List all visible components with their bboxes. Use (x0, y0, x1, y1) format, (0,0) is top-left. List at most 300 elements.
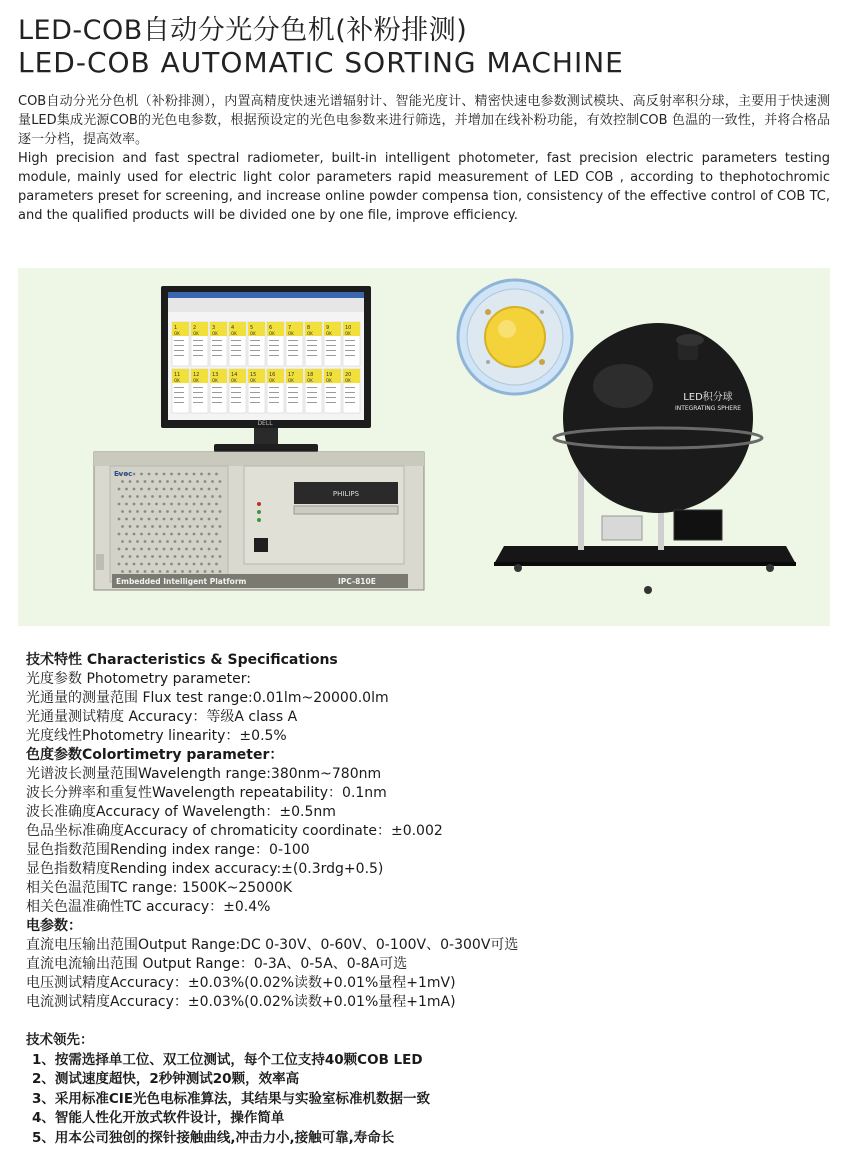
screen-slot-readout (212, 345, 222, 346)
advantages (26, 1031, 826, 1148)
screen-slot-readout (288, 387, 298, 388)
screen-slot-readout (326, 345, 336, 346)
screen-slot-readout (307, 392, 317, 393)
vent-hole (118, 503, 121, 506)
screen-slot-readout (231, 340, 241, 341)
vent-hole (148, 473, 151, 476)
vent-hole (208, 518, 211, 521)
spec-line: 相关色温范围TC range: 1500K~25000K (26, 880, 293, 896)
screen-slot-readout (250, 387, 260, 388)
spec-line: 光通量测试精度 Accuracy：等级A class A (26, 709, 298, 725)
vent-hole (170, 533, 173, 536)
screen-slot-number: 18 (307, 372, 314, 378)
vent-hole (211, 525, 214, 528)
vent-hole (144, 495, 147, 498)
vent-hole (185, 473, 188, 476)
screen-slot-readout (345, 387, 355, 388)
screen-slot-readout (231, 402, 241, 403)
vent-hole (140, 533, 143, 536)
screen-slot-readout (174, 402, 184, 403)
vent-hole (121, 540, 124, 543)
screen-slot-readout (345, 340, 355, 341)
vent-hole (170, 548, 173, 551)
vent-hole (151, 540, 154, 543)
screen-slot-number: 8 (307, 325, 311, 331)
monitor-brand: DELL (257, 420, 273, 427)
vent-hole (215, 488, 218, 491)
vent-hole (185, 503, 188, 506)
vent-hole (118, 548, 121, 551)
screen-slot-readout (269, 350, 279, 351)
vent-hole (166, 540, 169, 543)
vent-hole (204, 510, 207, 513)
screen-slot-tag: OK (326, 331, 332, 336)
vent-hole (181, 540, 184, 543)
vent-hole (121, 495, 124, 498)
spec-line: 直流电流输出范围 Output Range：0-3A、0-5A、0-8A可选 (26, 956, 408, 972)
screen-slot-readout (250, 340, 260, 341)
vent-hole (155, 503, 158, 506)
screen-slot-number: 12 (193, 372, 200, 378)
vent-hole (178, 503, 181, 506)
screen-slot-readout (212, 350, 222, 351)
screen-slot-readout (307, 345, 317, 346)
screen-slot-readout (212, 355, 222, 356)
vent-hole (193, 548, 196, 551)
spec-line: 电压测试精度Accuracy：±0.03%(0.02%读数+0.01%量程+1mV) (26, 975, 456, 991)
screen-slot-tag: OK (231, 378, 237, 383)
screen-slot-readout (326, 392, 336, 393)
vent-hole (215, 563, 218, 566)
screen-slot-readout (288, 397, 298, 398)
vent-hole (189, 525, 192, 528)
vent-hole (170, 563, 173, 566)
vent-hole (208, 533, 211, 536)
vent-hole (193, 488, 196, 491)
vent-hole (196, 570, 199, 573)
vent-hole (159, 510, 162, 513)
vent-hole (215, 533, 218, 536)
screen-slot-readout (250, 402, 260, 403)
screen-slot-readout (269, 397, 279, 398)
vent-hole (219, 480, 222, 483)
vent-hole (208, 488, 211, 491)
screen-slot-readout (345, 397, 355, 398)
sphere-label-cn: LED积分球 (683, 392, 733, 403)
spec-line: 显色指数范围Rending index range：0-100 (26, 842, 310, 858)
spec-line: 相关色温准确性TC accuracy：±0.4% (26, 899, 271, 915)
vent-hole (181, 570, 184, 573)
screen-slot-readout (250, 355, 260, 356)
vent-hole (215, 518, 218, 521)
screen-slot-readout (212, 402, 222, 403)
vent-hole (189, 555, 192, 558)
vent-hole (155, 548, 158, 551)
vent-hole (148, 563, 151, 566)
screen-slot-readout (269, 345, 279, 346)
screen-slot-readout (212, 397, 222, 398)
vent-hole (219, 555, 222, 558)
screen-slot-readout (231, 397, 241, 398)
vent-hole (155, 488, 158, 491)
vent-hole (159, 570, 162, 573)
vent-hole (211, 570, 214, 573)
screen-slot-readout (174, 350, 184, 351)
vent-hole (129, 540, 132, 543)
vent-hole (140, 488, 143, 491)
screen-slot-readout (250, 392, 260, 393)
vent-hole (193, 518, 196, 521)
vent-hole (174, 570, 177, 573)
vent-hole (185, 488, 188, 491)
vent-hole (215, 503, 218, 506)
vent-hole (196, 540, 199, 543)
screen-slot-tag: OK (212, 331, 218, 336)
spec-line: 直流电压输出范围Output Range:DC 0-30V、0-60V、0-100V、0-300V可选 (26, 937, 519, 953)
screen-slot-number: 17 (288, 372, 295, 378)
advantage-item: 2、测试速度超快，2秒钟测试20颗，效率高 (32, 1071, 300, 1087)
vent-hole (148, 518, 151, 521)
screen-slot-readout (212, 340, 222, 341)
spec-line: 色品坐标准确度Accuracy of chromaticity coordinate：±0.002 (26, 823, 443, 839)
screen-slot-number: 15 (250, 372, 257, 378)
screen-slot-number: 7 (288, 325, 292, 331)
vent-hole (151, 525, 154, 528)
vent-hole (185, 533, 188, 536)
screen-slot-readout (193, 387, 203, 388)
spec-line: 电流测试精度Accuracy：±0.03%(0.02%读数+0.01%量程+1mA) (26, 994, 456, 1010)
vent-hole (189, 480, 192, 483)
vent-hole (174, 480, 177, 483)
screen-slot-tag: OK (193, 331, 199, 336)
screen-slot-number: 2 (193, 325, 197, 331)
vent-hole (125, 503, 128, 506)
screen-slot-readout (307, 387, 317, 388)
vent-hole (196, 525, 199, 528)
screen-slot-readout (269, 387, 279, 388)
vent-hole (163, 548, 166, 551)
vent-hole (129, 570, 132, 573)
screen-slot-readout (193, 355, 203, 356)
vent-hole (136, 510, 139, 513)
vent-hole (163, 563, 166, 566)
spec-line: 技术特性 Characteristics & Specifications (26, 652, 338, 668)
screen-slot-readout (231, 355, 241, 356)
spec-line: 波长准确度Accuracy of Wavelength：±0.5nm (26, 804, 336, 820)
screen-slot-readout (193, 340, 203, 341)
vent-hole (215, 548, 218, 551)
screen-slot-readout (212, 387, 222, 388)
screen-slot-readout (288, 340, 298, 341)
screen-slot-readout (288, 355, 298, 356)
vent-hole (189, 510, 192, 513)
vent-hole (219, 540, 222, 543)
screen-slot-readout (269, 340, 279, 341)
vent-hole (208, 503, 211, 506)
vent-hole (219, 570, 222, 573)
vent-hole (200, 503, 203, 506)
vent-hole (174, 540, 177, 543)
vent-hole (166, 510, 169, 513)
spec-line: 色度参数Colortimetry parameter： (26, 747, 284, 763)
vent-hole (148, 503, 151, 506)
vent-hole (200, 533, 203, 536)
vent-hole (204, 570, 207, 573)
advantages-list (26, 1051, 826, 1149)
screen-slot-tag: OK (307, 378, 313, 383)
vent-hole (129, 510, 132, 513)
screen-slot-tag: OK (345, 331, 351, 336)
vent-hole (174, 495, 177, 498)
vent-hole (159, 555, 162, 558)
pc-platform: Embedded Intelligent Platform (116, 577, 247, 586)
vent-hole (181, 525, 184, 528)
screen-slot-readout (326, 340, 336, 341)
vent-hole (133, 488, 136, 491)
vent-hole (170, 518, 173, 521)
vent-hole (219, 495, 222, 498)
screen-slot-number: 5 (250, 325, 254, 331)
vent-hole (193, 503, 196, 506)
vent-hole (170, 473, 173, 476)
vent-hole (178, 533, 181, 536)
vent-hole (196, 495, 199, 498)
screen-slot-tag: OK (269, 378, 275, 383)
vent-hole (178, 548, 181, 551)
specifications-list (26, 651, 826, 1012)
screen-slot-readout (174, 392, 184, 393)
screen-slot-readout (345, 355, 355, 356)
screen-slot-number: 9 (326, 325, 330, 331)
screen-slot-readout (326, 387, 336, 388)
vent-hole (133, 533, 136, 536)
vent-hole (118, 488, 121, 491)
industrial-pc (94, 452, 424, 590)
vent-hole (178, 563, 181, 566)
vent-hole (125, 563, 128, 566)
page-title-cn: LED-COB自动分光分色机(补粉排测) (18, 15, 468, 46)
vent-hole (166, 495, 169, 498)
vent-hole (151, 570, 154, 573)
vent-hole (189, 570, 192, 573)
vent-hole (129, 495, 132, 498)
vent-hole (193, 563, 196, 566)
screen-slot-number: 20 (345, 372, 352, 378)
screen-slot-readout (231, 392, 241, 393)
screen-slot-readout (326, 397, 336, 398)
vent-hole (170, 488, 173, 491)
vent-hole (163, 473, 166, 476)
intro (18, 92, 830, 225)
vent-hole (163, 488, 166, 491)
vent-hole (140, 518, 143, 521)
screen-slot-tag: OK (250, 331, 256, 336)
screen-slot-readout (193, 397, 203, 398)
screen-slot-number: 10 (345, 325, 352, 331)
intro-en: High precision and fast spectral radiometer, built-in intelligent photometer, fast precision electric parameters testing module, mainly used for electric light color parameters rapid measurement of LED COB , according to thephotochromic parameters preset for screening, and increase online powder compensa tion, consistency of the effective control of COB TC, and the qualified products will be divided one by one file, improve efficiency. (18, 151, 830, 223)
vent-hole (196, 510, 199, 513)
vent-hole (159, 495, 162, 498)
vent-hole (125, 518, 128, 521)
screen-slot-readout (288, 345, 298, 346)
vent-hole (211, 540, 214, 543)
screen-slot-number: 11 (174, 372, 181, 378)
pc-brand: Evoc (114, 470, 133, 478)
vent-hole (181, 510, 184, 513)
spec-line: 光谱波长测量范围Wavelength range:380nm~780nm (26, 766, 382, 782)
vent-hole (118, 533, 121, 536)
vent-hole (136, 480, 139, 483)
page-title-en: LED-COB AUTOMATIC SORTING MACHINE (18, 46, 624, 79)
advantage-item: 4、智能人性化开放式软件设计，操作简单 (32, 1110, 285, 1126)
screen-slot-readout (307, 355, 317, 356)
vent-hole (140, 473, 143, 476)
vent-hole (189, 540, 192, 543)
vent-hole (200, 473, 203, 476)
spec-line: 光度参数 Photometry parameter: (26, 671, 251, 687)
screen-slot-readout (174, 397, 184, 398)
vent-hole (166, 570, 169, 573)
intro-cn: COB自动分光分色机（补粉排测），内置高精度快速光谱辐射计、智能光度计、精密快速电参数测试模块、高反射率积分球，主要用于快速测量LED集成光源COB的光色电参数，根据预设定的光色电参数来进行筛选，并增加在线补粉功能，有效控制COB 色温的一致性，并将合格品逐一分档，提高效率。 (18, 94, 830, 147)
vent-hole (178, 473, 181, 476)
screen-slot-readout (288, 392, 298, 393)
screen-slot-tag: OK (174, 331, 180, 336)
vent-hole (118, 518, 121, 521)
screen-slot-tag: OK (250, 378, 256, 383)
vent-hole (144, 540, 147, 543)
vent-hole (219, 525, 222, 528)
spec-line: 显色指数精度Rending index accuracy:±(0.3rdg+0.5) (26, 861, 384, 877)
screen-slot-readout (288, 350, 298, 351)
screen-slot-number: 4 (231, 325, 235, 331)
pc-model: IPC-810E (338, 577, 376, 586)
vent-hole (121, 510, 124, 513)
vent-hole (211, 495, 214, 498)
screen-slot-tag: OK (193, 378, 199, 383)
vent-hole (144, 510, 147, 513)
screen-slot-readout (174, 345, 184, 346)
vent-hole (136, 540, 139, 543)
screen-slot-readout (250, 350, 260, 351)
vent-hole (140, 548, 143, 551)
vent-hole (166, 480, 169, 483)
vent-hole (136, 495, 139, 498)
screen-slot-tag: OK (212, 378, 218, 383)
vent-hole (166, 555, 169, 558)
vent-hole (155, 518, 158, 521)
drive-brand: PHILIPS (332, 490, 360, 498)
spec-line: 光度线性Photometry linearity：±0.5% (26, 728, 287, 744)
screen-slot-readout (193, 350, 203, 351)
monitor (161, 286, 371, 452)
advantage-item: 3、采用标准CIE光色电标准算法，其结果与实验室标准机数据一致 (32, 1090, 431, 1107)
vent-hole (159, 540, 162, 543)
screen-slot-readout (345, 392, 355, 393)
vent-hole (148, 533, 151, 536)
screen-slot-readout (193, 345, 203, 346)
vent-hole (163, 503, 166, 506)
vent-hole (208, 563, 211, 566)
vent-hole (193, 533, 196, 536)
screen-slot-number: 13 (212, 372, 219, 378)
vent-hole (140, 503, 143, 506)
vent-hole (163, 533, 166, 536)
screen-slot-readout (231, 350, 241, 351)
screen-slot-readout (231, 387, 241, 388)
screen-slot-tag: OK (307, 331, 313, 336)
vent-hole (185, 563, 188, 566)
vent-hole (129, 525, 132, 528)
vent-hole (151, 495, 154, 498)
vent-hole (166, 525, 169, 528)
screen-slot-number: 16 (269, 372, 276, 378)
vent-hole (193, 473, 196, 476)
screen-slot-readout (326, 402, 336, 403)
screen-slot-readout (269, 392, 279, 393)
advantage-item: 1、按需选择单工位、双工位测试，每个工位支持40颗COB LED (32, 1051, 423, 1068)
vent-hole (155, 533, 158, 536)
vent-hole (125, 533, 128, 536)
vent-hole (133, 548, 136, 551)
screen-slot-readout (345, 345, 355, 346)
vent-hole (151, 510, 154, 513)
vent-hole (181, 480, 184, 483)
screen-slot-readout (307, 350, 317, 351)
vent-hole (189, 495, 192, 498)
vent-hole (204, 525, 207, 528)
vent-hole (148, 488, 151, 491)
vent-hole (196, 555, 199, 558)
spec-line: 波长分辨率和重复性Wavelength repeatability：0.1nm (26, 785, 387, 801)
vent-hole (151, 555, 154, 558)
vent-hole (211, 555, 214, 558)
sphere-label-en: INTEGRATING SPHERE (674, 405, 742, 412)
vent-hole (211, 480, 214, 483)
vent-hole (121, 525, 124, 528)
vent-hole (121, 555, 124, 558)
screen-slot-readout (212, 392, 222, 393)
screen-slot-readout (326, 350, 336, 351)
vent-hole (151, 480, 154, 483)
screen-slot-readout (307, 402, 317, 403)
vent-hole (133, 563, 136, 566)
screen-slot-tag: OK (269, 331, 275, 336)
vent-hole (196, 480, 199, 483)
vent-hole (144, 555, 147, 558)
vent-hole (159, 525, 162, 528)
vent-hole (129, 555, 132, 558)
vent-hole (200, 563, 203, 566)
screen-slot-readout (174, 355, 184, 356)
screen-slot-readout (269, 402, 279, 403)
vent-hole (144, 480, 147, 483)
vent-hole (208, 548, 211, 551)
vent-hole (121, 480, 124, 483)
vent-hole (136, 555, 139, 558)
screen-slot-number: 6 (269, 325, 273, 331)
screen-slot-tag: OK (174, 378, 180, 383)
vent-hole (118, 563, 121, 566)
screen-slot-tag: OK (288, 331, 294, 336)
vent-hole (125, 488, 128, 491)
advantages-heading: 技术领先： (26, 1032, 94, 1048)
vent-hole (215, 473, 218, 476)
screen-slot-readout (269, 355, 279, 356)
screen-slot-readout (250, 345, 260, 346)
vent-hole (204, 540, 207, 543)
vent-hole (129, 480, 132, 483)
screen-slot-tag: OK (345, 378, 351, 383)
